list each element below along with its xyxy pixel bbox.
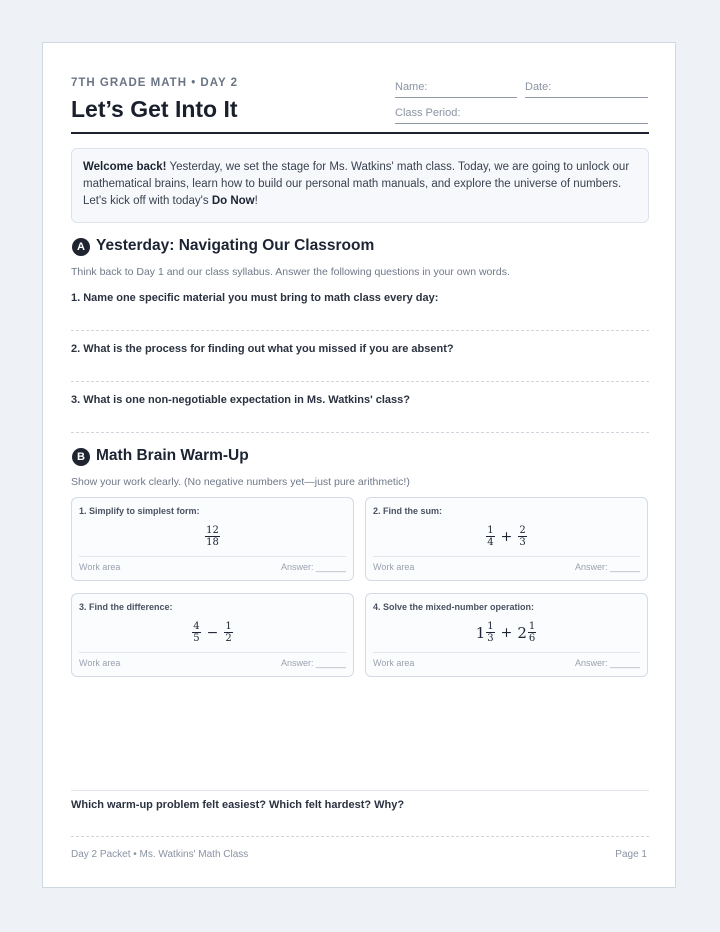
work-divider <box>373 556 640 557</box>
warmup-problem-2 <box>365 497 648 581</box>
operator: + <box>500 528 513 545</box>
answer-blank[interactable]: Answer: ______ <box>574 562 640 572</box>
date-label: Date: <box>525 81 552 93</box>
section-a-title: Yesterday: Navigating Our Classroom <box>96 237 375 254</box>
question-1: 1. Name one specific material you must bring to math class every day: <box>71 292 439 304</box>
welcome-body: Yesterday, we set the stage for Ms. Watkins' math class. Today, we are going to unlock our mathematical brains, learn how to build our personal math manuals, and explore the universe of numbers. Let's kick off with today's <box>83 161 630 207</box>
warmup-problem-3 <box>71 593 354 677</box>
warmup-problem-1 <box>71 497 354 581</box>
date-field[interactable] <box>525 81 648 98</box>
fraction: $\frac{4}{5}$ <box>193 621 200 644</box>
fraction: $\frac{12}{18}$ <box>206 525 219 548</box>
problem-label: 3. Find the difference: <box>79 602 173 612</box>
class-period-label: Class Period: <box>395 107 461 119</box>
problem-expression <box>72 621 353 644</box>
warmup-problem-4 <box>365 593 648 677</box>
problem-expression <box>366 525 647 548</box>
answer-line-3[interactable] <box>71 432 649 433</box>
problem-label: 1. Simplify to simplest form: <box>79 506 200 516</box>
problem-expression <box>72 525 353 548</box>
reflection-answer-line[interactable] <box>71 836 649 837</box>
fraction: $\frac{1}{6}$ <box>528 621 536 644</box>
fraction: $\frac{1}{3}$ <box>487 621 494 644</box>
work-area-label: Work area <box>79 658 121 668</box>
welcome-tail: ! <box>254 195 258 207</box>
name-field[interactable] <box>395 81 517 98</box>
page-number: Page 1 <box>615 849 647 860</box>
answer-line-1[interactable] <box>71 330 649 331</box>
answer-blank[interactable]: Answer: ______ <box>280 658 346 668</box>
page-title: Let’s Get Into It <box>71 96 238 122</box>
problem-label: 4. Solve the mixed-number operation: <box>373 602 535 612</box>
fraction: $\frac{2}{3}$ <box>519 525 526 548</box>
question-3: 3. What is one non-negotiable expectation in Ms. Watkins' class? <box>71 394 410 406</box>
do-now-emphasis: Do Now <box>211 195 255 207</box>
reflection-question: Which warm-up problem felt easiest? Which felt hardest? Why? <box>71 799 405 811</box>
class-period-field[interactable] <box>395 107 648 124</box>
welcome-lead: Welcome back! <box>83 161 167 173</box>
whole-number: 2 <box>517 623 527 642</box>
worksheet-page <box>42 42 676 888</box>
work-divider <box>373 652 640 653</box>
operator: + <box>500 624 513 641</box>
welcome-callout <box>71 148 649 223</box>
fraction: $\frac{1}{2}$ <box>225 621 232 644</box>
reflection-divider <box>71 790 649 791</box>
work-area-label: Work area <box>373 562 415 572</box>
question-2: 2. What is the process for finding out what you missed if you are absent? <box>71 343 454 355</box>
work-divider <box>79 556 346 557</box>
section-b-badge: B <box>72 448 90 466</box>
section-b-title: Math Brain Warm-Up <box>96 447 249 464</box>
problem-expression <box>366 621 647 644</box>
problem-label: 2. Find the sum: <box>373 506 443 516</box>
work-divider <box>79 652 346 653</box>
section-a-instructions: Think back to Day 1 and our class syllabus. Answer the following questions in your own words. <box>71 266 510 278</box>
fraction: $\frac{1}{4}$ <box>487 525 494 548</box>
work-area-label: Work area <box>79 562 121 572</box>
header-divider <box>71 132 649 134</box>
name-label: Name: <box>395 81 428 93</box>
answer-blank[interactable]: Answer: ______ <box>280 562 346 572</box>
course-kicker: 7TH GRADE MATH • DAY 2 <box>71 77 239 89</box>
operator: − <box>206 624 219 641</box>
answer-blank[interactable]: Answer: ______ <box>574 658 640 668</box>
section-b-instructions: Show your work clearly. (No negative numbers yet—just pure arithmetic!) <box>71 476 410 488</box>
work-area-label: Work area <box>373 658 415 668</box>
answer-line-2[interactable] <box>71 381 649 382</box>
section-a-badge: A <box>72 238 90 256</box>
whole-number: 1 <box>475 623 486 642</box>
footer-left: Day 2 Packet • Ms. Watkins' Math Class <box>71 849 249 860</box>
